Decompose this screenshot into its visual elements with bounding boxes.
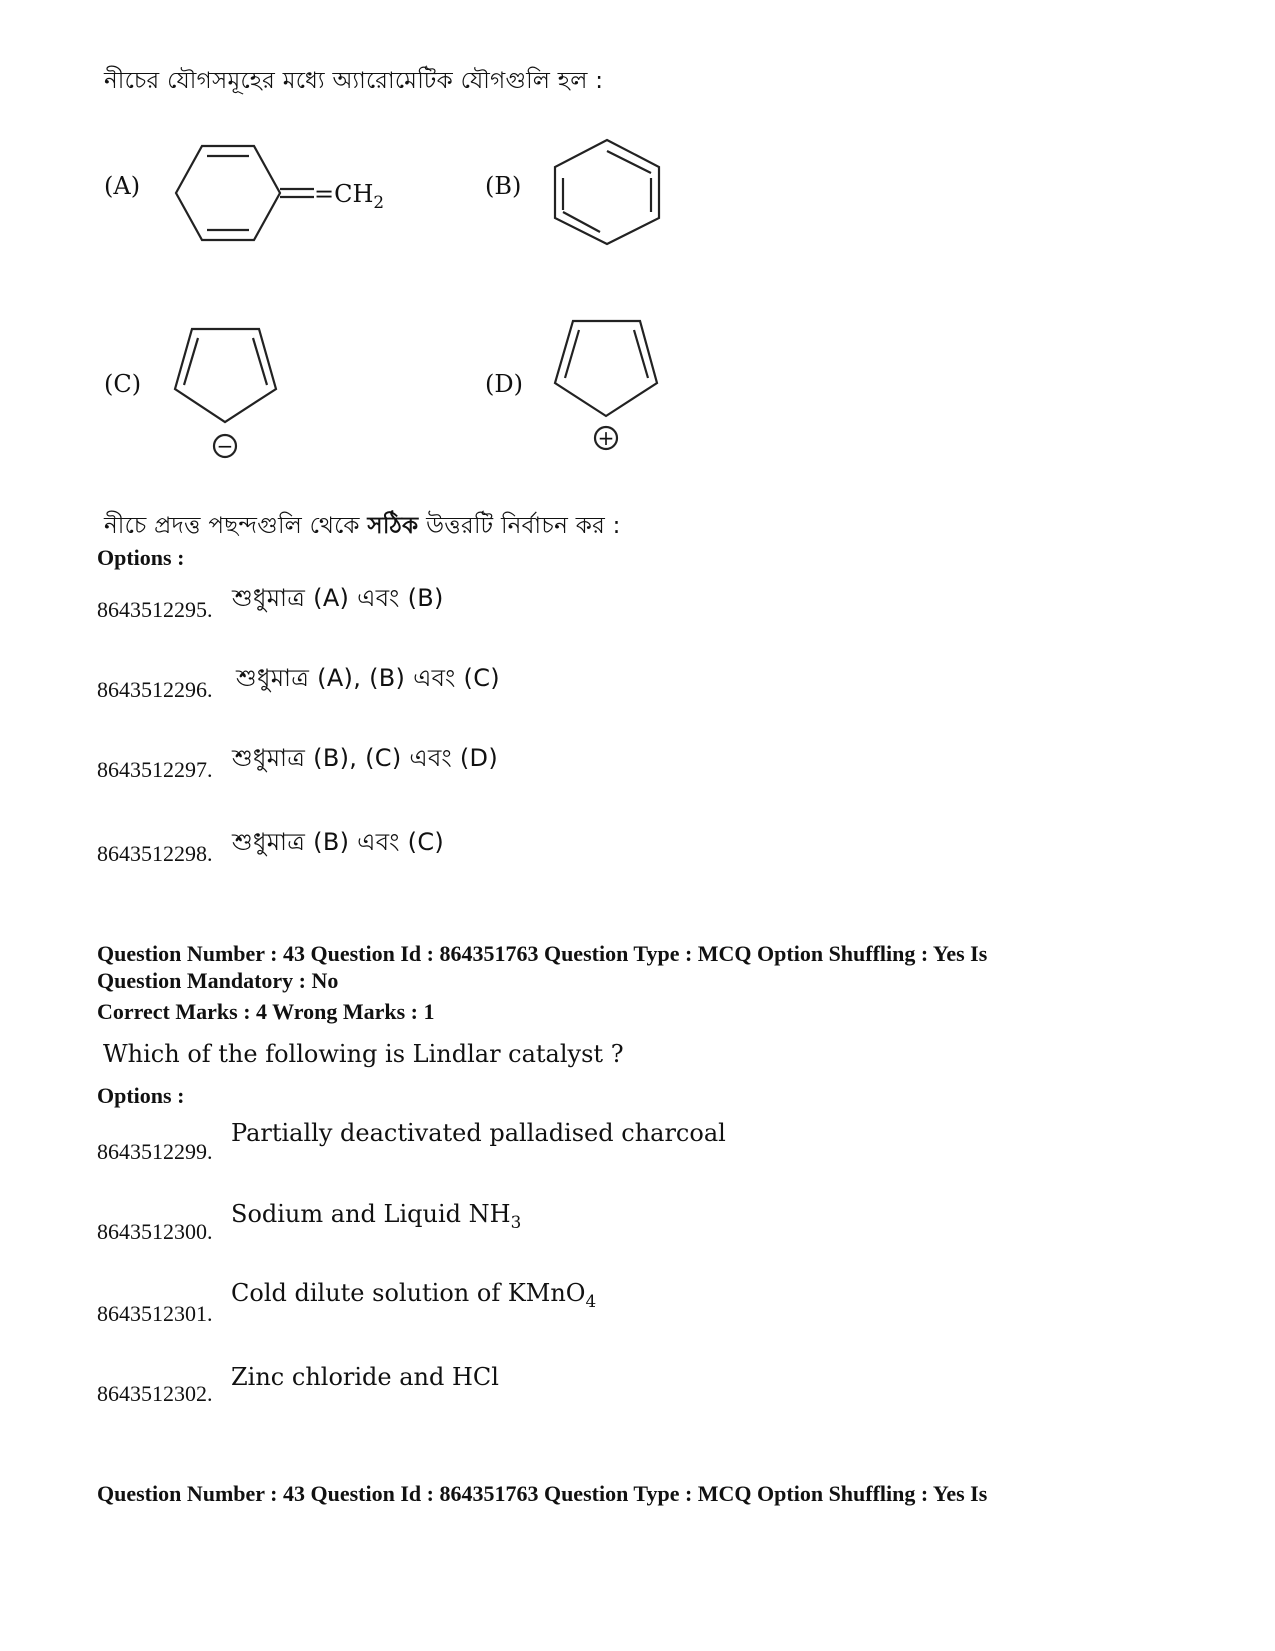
structure-a-substituent: $=CH_2$ [314, 180, 385, 212]
option-text: শুধুমাত্র (B) এবং (C) [232, 828, 445, 856]
option-text: শুধুমাত্র (B), (C) এবং (D) [232, 744, 499, 772]
instruction-text: নীচে প্রদত্ত পছন্দগুলি থেকে সঠিক উত্তরটি নির্বাচন কর : [104, 513, 621, 539]
option-id: 8643512296. [97, 677, 213, 702]
option-id: 8643512302. [97, 1381, 213, 1406]
question-meta: Question Number : 43 Question Id : 864351763 Question Type : MCQ Option Shuffling : Yes Is [97, 1481, 988, 1506]
option-text: শুধুমাত্র (A), (B) এবং (C) [236, 664, 500, 692]
option-id: 8643512298. [97, 841, 213, 866]
option-text: Zinc chloride and HCl [231, 1363, 499, 1391]
option-id: 8643512300. [97, 1219, 213, 1244]
structure-b-label: (B) [485, 172, 522, 200]
option-id: 8643512295. [97, 597, 213, 622]
question-meta-line: Question Number : 43 Question Id : 864351763 Question Type : MCQ Option Shuffling : Yes Is [97, 941, 988, 966]
question-text: নীচের যৌগসমূহের মধ্যে অ্যারোমেটিক যৌগগুলি হল : [104, 68, 604, 94]
question-meta [97, 940, 1157, 994]
option-text: Cold dilute solution of KMnO$_4$ [231, 1279, 597, 1311]
option-id: 8643512301. [97, 1301, 213, 1326]
options-label: Options : [97, 1083, 185, 1108]
option-id: 8643512297. [97, 757, 213, 782]
structure-d-label: (D) [485, 370, 523, 398]
positive-charge-sign: + [597, 426, 615, 450]
question-text: Which of the following is Lindlar catalyst ? [103, 1040, 624, 1068]
question-meta-line: Question Mandatory : No [97, 968, 339, 993]
options-label: Options : [97, 545, 185, 570]
structure-d-cyclopentadienyl-cation [0, 0, 1275, 480]
option-text: Sodium and Liquid $NH_3$ [231, 1200, 522, 1232]
marks-info: Correct Marks : 4 Wrong Marks : 1 [97, 999, 435, 1024]
option-id: 8643512299. [97, 1139, 213, 1164]
option-text: Partially deactivated palladised charcoal [231, 1119, 726, 1147]
option-text: শুধুমাত্র (A) এবং (B) [232, 584, 444, 612]
structure-a-label: (A) [104, 172, 141, 200]
negative-charge-sign: − [216, 434, 234, 458]
structure-c-label: (C) [104, 370, 142, 398]
